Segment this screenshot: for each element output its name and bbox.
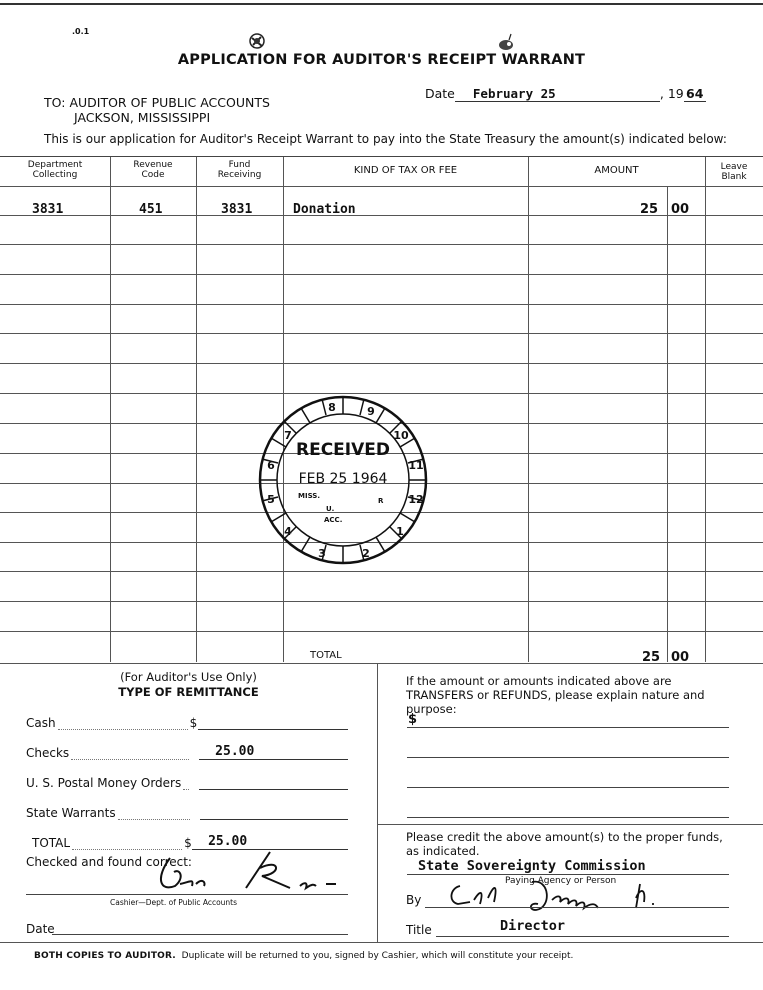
header-text: Revenue bbox=[133, 160, 173, 170]
row-line bbox=[0, 393, 763, 394]
remittance-heading bbox=[0, 670, 377, 700]
col-divider bbox=[528, 157, 529, 662]
stamp-miss: MISS. bbox=[298, 492, 320, 500]
explain-line-1[interactable] bbox=[407, 727, 729, 728]
header-revenue-code bbox=[110, 160, 196, 180]
paying-agency-input[interactable] bbox=[407, 874, 729, 875]
top-border bbox=[0, 3, 763, 5]
header-amount: AMOUNT bbox=[594, 165, 639, 176]
checks-label: Checks bbox=[26, 746, 70, 760]
remittance-row-money-orders bbox=[26, 774, 348, 790]
svg-text:2: 2 bbox=[362, 547, 370, 560]
dollar-sign: $ bbox=[189, 716, 198, 730]
svg-text:6: 6 bbox=[267, 459, 275, 472]
money-orders-input[interactable] bbox=[199, 789, 348, 790]
header-leave-blank bbox=[705, 162, 763, 182]
total-label: TOTAL bbox=[32, 836, 71, 850]
cashier-signature bbox=[150, 848, 350, 894]
header-text: Fund bbox=[228, 160, 251, 170]
form-title: APPLICATION FOR AUDITOR'S RECEIPT WARRANT bbox=[177, 52, 586, 68]
cash-label: Cash bbox=[26, 716, 56, 730]
auditor-use-note: (For Auditor's Use Only) bbox=[120, 670, 257, 684]
cell-amount-cents: 00 bbox=[671, 202, 690, 217]
col-divider bbox=[705, 157, 706, 662]
svg-text:1: 1 bbox=[396, 525, 404, 538]
table-top-border bbox=[0, 156, 763, 157]
year-input[interactable] bbox=[684, 86, 706, 102]
cell-fund: 3831 bbox=[221, 202, 253, 217]
leader-dots bbox=[183, 779, 189, 790]
footer-divider bbox=[0, 942, 763, 943]
title-value: Director bbox=[500, 918, 566, 934]
section-divider-vertical bbox=[377, 664, 378, 942]
footer-text: Duplicate will be returned to you, signed by Cashier, which will constitute your receipt. bbox=[181, 951, 574, 961]
seal-icon bbox=[497, 32, 515, 54]
explain-line-2[interactable] bbox=[407, 757, 729, 758]
addressee-line2: JACKSON, MISSISSIPPI bbox=[74, 110, 211, 125]
transfers-note: If the amount or amounts indicated above are TRANSFERS or REFUNDS, please explain nature and purpose: bbox=[406, 674, 705, 716]
row-line bbox=[0, 304, 763, 305]
header-text: Collecting bbox=[32, 170, 78, 180]
title-label: Title bbox=[406, 923, 432, 937]
checks-input[interactable]: 25.00 bbox=[199, 744, 348, 760]
leader-dots bbox=[71, 749, 189, 760]
date-label: Date bbox=[26, 922, 55, 936]
header-text: Department bbox=[27, 160, 83, 170]
cents-divider bbox=[667, 186, 668, 662]
svg-text:5: 5 bbox=[267, 493, 275, 506]
header-fund-receiving bbox=[196, 160, 283, 180]
cell-kind: Donation bbox=[293, 202, 356, 217]
form-code: .0.1 bbox=[72, 27, 90, 36]
total-cents: 00 bbox=[671, 650, 690, 665]
remittance-row-checks bbox=[26, 744, 348, 760]
paying-agency-value: State Sovereignty Commission bbox=[418, 858, 646, 874]
by-signature-input[interactable] bbox=[425, 907, 729, 908]
header-text: Blank bbox=[721, 172, 747, 182]
date-label: Date bbox=[425, 86, 455, 101]
footer-note bbox=[34, 951, 573, 961]
addressee-line1: TO: AUDITOR OF PUBLIC ACCOUNTS bbox=[44, 95, 270, 110]
title-input[interactable] bbox=[436, 936, 729, 937]
total-input[interactable]: 25.00 bbox=[192, 834, 348, 850]
cash-input[interactable] bbox=[198, 729, 348, 730]
year-value: 64 bbox=[686, 86, 704, 101]
remittance-title: TYPE OF REMITTANCE bbox=[118, 685, 259, 699]
header-kind-of-tax: KIND OF TAX OR FEE bbox=[353, 165, 458, 176]
row-line bbox=[0, 601, 763, 602]
row-line bbox=[0, 274, 763, 275]
date-value: February 25 bbox=[472, 86, 556, 101]
row-line bbox=[0, 363, 763, 364]
footer-bold: BOTH COPIES TO AUDITOR. bbox=[34, 951, 176, 961]
date-field bbox=[425, 86, 706, 102]
header-text: Receiving bbox=[217, 170, 262, 180]
cashier-caption: Cashier—Dept. of Public Accounts bbox=[110, 898, 238, 907]
seal-icon bbox=[248, 32, 266, 54]
header-department-collecting bbox=[0, 160, 110, 180]
money-orders-label: U. S. Postal Money Orders bbox=[26, 776, 182, 790]
dollar-sign: $ bbox=[184, 836, 192, 850]
stamp-u: U. bbox=[326, 505, 335, 513]
leader-dots bbox=[58, 719, 188, 730]
header-bottom-border bbox=[0, 186, 763, 187]
stamp-hour: 8 bbox=[328, 401, 336, 414]
stamp-received-text: RECEIVED bbox=[296, 440, 390, 460]
svg-text:3: 3 bbox=[318, 547, 326, 560]
cell-revenue-code: 451 bbox=[139, 202, 163, 217]
row-line bbox=[0, 631, 763, 632]
paying-agency-caption: Paying Agency or Person bbox=[505, 876, 617, 886]
svg-text:4: 4 bbox=[284, 525, 292, 538]
total-dollars: 25 bbox=[642, 650, 661, 665]
state-warrants-label: State Warrants bbox=[26, 806, 116, 820]
date-input[interactable] bbox=[455, 86, 660, 102]
checked-label: Checked and found correct: bbox=[26, 855, 192, 869]
row-line bbox=[0, 333, 763, 334]
stamp-acc: ACC. bbox=[324, 516, 343, 524]
received-stamp bbox=[258, 395, 428, 565]
svg-text:12: 12 bbox=[408, 493, 424, 506]
by-label: By bbox=[406, 893, 422, 907]
remittance-row-state-warrants bbox=[26, 804, 348, 820]
explain-line-4[interactable] bbox=[407, 817, 729, 818]
remittance-row-cash bbox=[26, 714, 348, 730]
section-divider-horizontal bbox=[377, 824, 763, 825]
header-text: Code bbox=[141, 170, 165, 180]
svg-text:7: 7 bbox=[284, 429, 292, 442]
total-label: TOTAL bbox=[310, 650, 342, 661]
cell-department: 3831 bbox=[32, 202, 64, 217]
state-warrants-input[interactable] bbox=[200, 819, 348, 820]
col-divider bbox=[196, 157, 197, 662]
director-signature bbox=[440, 878, 670, 914]
addressee bbox=[44, 95, 270, 125]
header-text: Leave bbox=[720, 162, 748, 172]
year-prefix: , 19 bbox=[659, 86, 684, 101]
leader-dots bbox=[118, 809, 190, 820]
intro-text: This is our application for Auditor's Receipt Warrant to pay into the State Treasury the amount(s) indicated below: bbox=[44, 132, 727, 146]
cashier-date-input[interactable] bbox=[52, 934, 348, 935]
svg-text:10: 10 bbox=[393, 429, 409, 442]
row-line bbox=[0, 571, 763, 572]
cell-amount-dollars: 25 bbox=[640, 202, 659, 217]
cashier-signature-line[interactable] bbox=[26, 894, 348, 895]
row-line bbox=[0, 244, 763, 245]
svg-text:11: 11 bbox=[408, 459, 424, 472]
explain-line-3[interactable] bbox=[407, 787, 729, 788]
credit-note: Please credit the above amount(s) to the proper funds, as indicated. bbox=[406, 830, 723, 858]
stamp-date: FEB 25 1964 bbox=[298, 471, 388, 487]
stamp-r: R bbox=[378, 497, 384, 505]
transfer-mark: $ bbox=[408, 712, 418, 727]
svg-text:9: 9 bbox=[367, 405, 375, 418]
col-divider bbox=[110, 157, 111, 662]
